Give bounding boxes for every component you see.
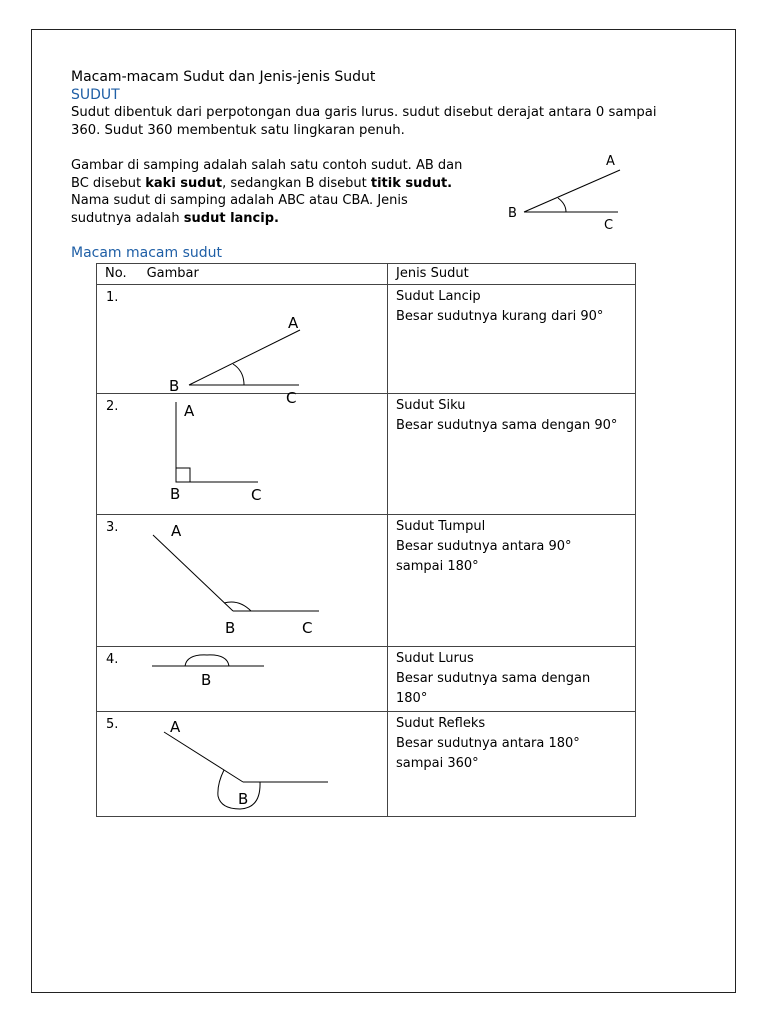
right-angle-mark [176,468,190,482]
table-heading: Macam macam sudut [71,245,223,261]
figure-cell [97,515,388,647]
angle-description-cont: sampai 180° [396,559,479,574]
table-row [97,394,636,515]
row-number: 5. [106,717,119,732]
document-title: Macam-macam Sudut dan Jenis-jenis Sudut [71,69,376,85]
description-paragraph [71,157,471,227]
angle-name: Sudut Lancip [396,289,481,304]
angle-description: Besar sudutnya sama dengan 90° [396,418,618,433]
figure-cell [97,712,388,817]
angle-arc [185,655,229,666]
label-a: A [606,154,615,169]
angle-description: Besar sudutnya sama dengan [396,671,591,686]
desc-text-2: , sedangkan B disebut [222,175,371,191]
description-cell [388,712,636,817]
angle-types-table [96,263,636,817]
label-c: C [604,218,614,233]
angle-arc [558,198,566,212]
description-cell [388,394,636,515]
ray-ba [153,535,233,611]
angle-description: Besar sudutnya antara 180° [396,736,580,751]
label-c: C [286,389,297,407]
intro-line-2: 360. Sudut 360 membentuk satu lingkaran penuh. [71,123,405,138]
label-a: A [288,314,299,332]
desc-text-3: Nama sudut di samping adalah ABC atau CBA. Jenis sudutnya adalah [71,193,408,226]
table-row [97,712,636,817]
label-b: B [225,619,236,637]
label-a: A [184,402,195,420]
table-header-row [97,264,636,285]
reflex-angle-figure [97,712,387,816]
angle-name: Sudut Refleks [396,716,486,731]
ray-ba [524,170,620,212]
header-gambar: Gambar [146,266,199,281]
desc-bold-1: kaki sudut [145,175,223,191]
figure-cell [97,647,388,712]
label-b: B [238,790,249,808]
row-number: 3. [106,520,119,535]
section-heading: SUDUT [71,87,120,103]
header-jenis: Jenis Sudut [388,264,636,285]
label-b: B [508,206,517,221]
label-b: B [169,377,180,395]
label-a: A [171,522,182,540]
desc-text-1: Gambar di samping adalah salah satu contoh sudut. AB dan BC disebut [71,158,463,191]
table-row [97,285,636,394]
angle-description-cont: sampai 360° [396,756,479,771]
description-cell [388,285,636,394]
header-no-gambar [97,264,388,285]
table-row [97,647,636,712]
example-angle-diagram [500,148,630,238]
acute-angle-figure [97,285,387,407]
angle-name: Sudut Siku [396,398,466,413]
angle-name: Sudut Lurus [396,651,474,666]
description-cell [388,647,636,712]
description-cell [388,515,636,647]
label-c: C [302,619,313,637]
table-row [97,515,636,647]
ray-ba [164,732,243,782]
right-angle-figure [97,394,387,514]
row-number: 2. [106,399,119,414]
angle-arc [233,364,244,385]
header-no: No. [105,266,127,281]
label-b: B [170,485,181,503]
desc-bold-3: sudut lancip. [183,210,279,226]
figure-cell [97,285,388,407]
figure-cell [97,394,388,515]
label-c: C [251,486,262,504]
row-number: 1. [106,290,119,305]
angle-description-cont: 180° [396,691,428,706]
desc-bold-2: titik sudut. [370,175,453,191]
label-b: B [201,671,212,689]
row-number: 4. [106,652,119,667]
angle-name: Sudut Tumpul [396,519,486,534]
obtuse-angle-figure [97,515,387,646]
ray-ba [189,330,300,385]
label-a: A [170,718,181,736]
intro-line-1: Sudut dibentuk dari perpotongan dua garis lurus. sudut disebut derajat antara 0 sampai [71,105,657,120]
angle-description: Besar sudutnya antara 90° [396,539,572,554]
straight-angle-figure [97,647,387,708]
angle-description: Besar sudutnya kurang dari 90° [396,309,604,324]
